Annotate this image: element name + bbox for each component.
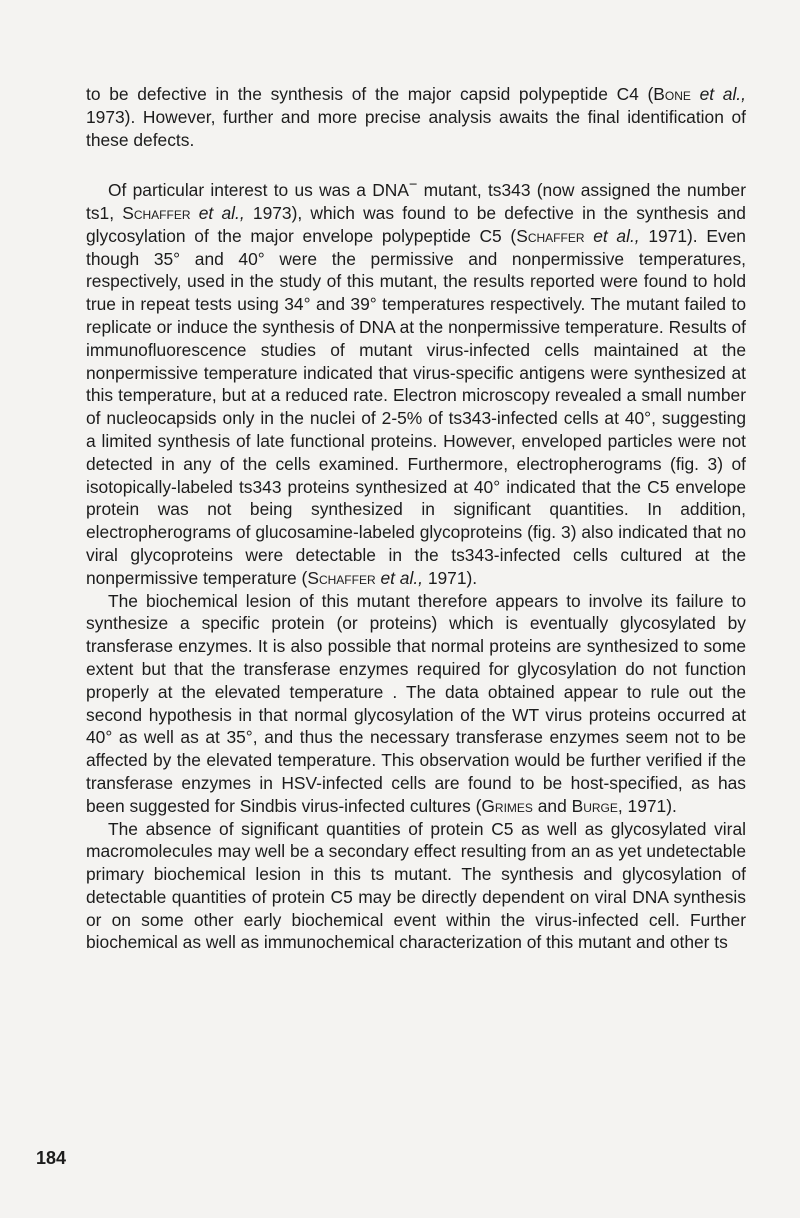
text-run: 1971). Even though 35° and 40° were the permissive and nonpermissive temperatures, respectively, used in the study of this mutant, the results reported were found to hold true in repeat tests using 34° and 39° temperatures respectively. The mutant failed to replicate or induce the synthesis of DNA at the nonpermissive temperature. Results of immunofluorescence studies of mutant virus-infected cells maintained at the nonpermissive temperature indicated that virus-specific antigens were synthesized at this temperature, but at a reduced rate. Electron microscopy revealed a small number of nucleocapsids only in the nuclei of 2-5% of ts343-infected cells at 40°, suggesting a limited synthesis of late functional proteins. However, enveloped particles were not detected in any of the cells examined. Furthermore, electropherograms (fig. 3) of isotopically-labeled ts343 proteins synthesized at 40° indicated that the C5 envelope protein was not being synthesized in significant quantities. In addition, electropherograms of glucosamine-labeled glycoproteins (fig. 3) also indicated that no viral glycoproteins were detectable in the ts343-infected cells cultured at the nonpermissive temperature (: [86, 225, 746, 588]
text-run: to be defective in the synthesis of the major capsid polypeptide C4 (: [86, 84, 654, 104]
author-name: Schaffer: [307, 567, 376, 588]
text-run: 1973). However, further and more precise analysis awaits the final identification of these defects.: [86, 106, 746, 150]
text-run: [691, 84, 700, 104]
text-run: [585, 226, 594, 246]
text-run: mutant, ts343 (now assigned the number ts1,: [86, 180, 746, 223]
citation-etal: et al.,: [593, 225, 640, 246]
text-run: The absence of significant quantities of protein C5 as well as glycosylated viral macromolecules may well be a secondary effect resulting from an as yet undetectable primary biochemical lesion in this ts mutant. The synthesis and glycosylation of detectable quantities of protein C5 may be directly dependent on viral DNA synthesis or on some other early biochemical event within the virus-infected cell. Further biochemical as well as immunochemical characterization of this mutant and other ts: [86, 818, 746, 953]
body-text: [86, 83, 746, 954]
author-name: Bone: [653, 84, 691, 104]
author-name: Burge: [571, 795, 618, 816]
paragraph-4: [86, 818, 746, 955]
text-run: Of particular interest to us was a DNA: [108, 180, 409, 201]
text-run: , 1971).: [617, 795, 677, 816]
text-run: and: [532, 795, 572, 816]
author-name: Schaffer: [122, 202, 191, 223]
paragraph-1: [86, 83, 746, 151]
text-run: 1971).: [423, 567, 478, 588]
superscript: −: [408, 177, 418, 194]
text-run: [191, 203, 199, 223]
citation-etal: et al.,: [380, 567, 423, 588]
paragraph-2: [86, 174, 746, 589]
author-name: Grimes: [481, 795, 533, 816]
author-name: Schaffer: [516, 225, 585, 246]
paragraph-3: [86, 590, 746, 818]
citation-etal: et al.,: [699, 84, 746, 104]
text-run: The biochemical lesion of this mutant therefore appears to involve its failure to synthesize a specific protein (or proteins) which is eventually glycosylated by transferase enzymes. It is also possible that normal proteins are synthesized to some extent but that the transferase enzymes required for glycosylation do not function properly at the elevated temperature . The data obtained appear to rule out the second hypothesis in that normal glycosylation of the WT virus proteins occurred at 40° as well as at 35°, and thus the necessary transferase enzymes seem not to be affected by the elevated temperature. This observation would be further verified if the transferase enzymes in HSV-infected cells are found to be host-specified, as has been suggested for Sindbis virus-infected cultures (: [86, 590, 746, 816]
page-number: 184: [36, 1148, 67, 1168]
citation-etal: et al.,: [198, 202, 245, 223]
text-run: 1973), which was found to be defective in the synthesis and glycosylation of the major envelope polypeptide C5 (: [86, 202, 746, 246]
